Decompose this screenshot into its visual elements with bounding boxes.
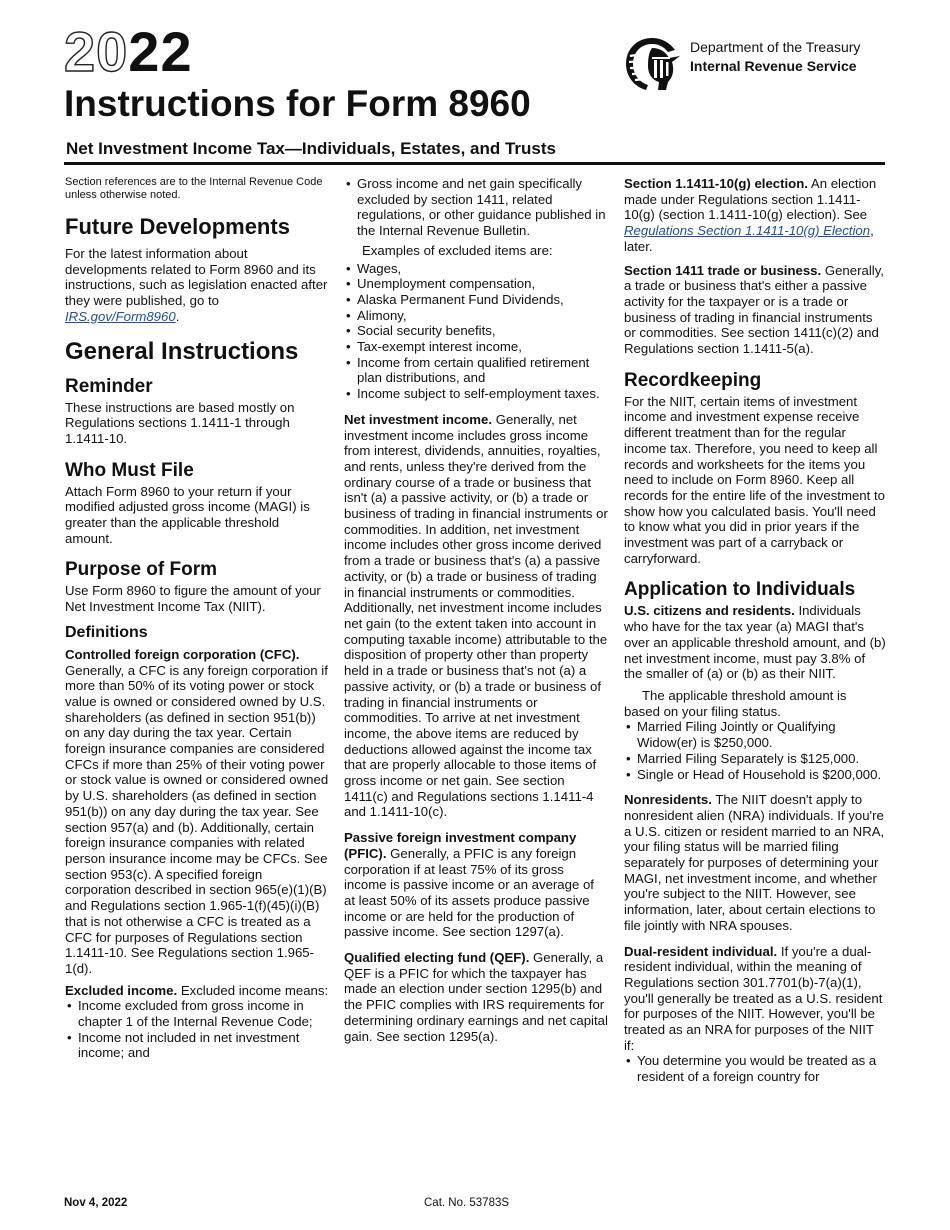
- recordkeeping-text: For the NIIT, certain items of investment income and investment expense receive different treatment than for the regular income tax. Therefore, you need to keep all records and worksheets for the items you need to include on Form 8960. Keep all records for the entire life of the investment to show how you calculated basis. You'll need to know what you did in prior years if the investment was part of a carryback or carryforward.: [624, 393, 885, 566]
- irs-eagle-logo-icon: [622, 34, 684, 92]
- dual-resident-paragraph: Dual-resident individual. If you're a dual-resident individual, within the meaning of Regulations section 301.7701(b)-7(a)(1), you'll generally be treated as a U.S. resident for purposes of the NIIT. However, you'll be treated as an NRA for purposes of the NIIT if:: [624, 943, 883, 1053]
- year-solid: 22: [128, 20, 193, 83]
- qef-paragraph: Qualified electing fund (QEF). Generally, a QEF is a PFIC for which the taxpayer has made an election under section 1295(b) and the PFIC complies with IRS requirements for determining ordinary earnings and net capital gain. See section 1295(a).: [344, 950, 608, 1044]
- excluded-income-paragraph: Excluded income. Excluded income means:: [65, 982, 329, 998]
- list-item: • Married Filing Separately is $125,000.: [624, 751, 886, 767]
- reminder-text: These instructions are based mostly on Regulations sections 1.1411-1 through 1.1411-10.: [65, 399, 295, 446]
- application-heading: Application to Individuals: [624, 579, 856, 601]
- list-item: • Social security benefits,: [344, 323, 608, 339]
- page-subtitle: Net Investment Income Tax—Individuals, Estates, and Trusts: [66, 139, 556, 158]
- examples-list: [344, 261, 608, 402]
- agency-line1: Department of the Treasury: [690, 39, 861, 55]
- irs-form8960-link[interactable]: IRS.gov/Form8960: [65, 308, 176, 324]
- list-item: • Married Filing Jointly or Qualifying Widow(er) is $250,000.: [624, 719, 886, 750]
- future-developments-text: For the latest information about developments related to Form 8960 and its instructions, such as legislation enacted after they were published, go to IRS.gov/Form8960.: [65, 246, 328, 324]
- list-item: • Tax-exempt interest income,: [344, 339, 608, 355]
- list-item: • Income excluded from gross income in chapter 1 of the Internal Revenue Code;: [65, 998, 330, 1029]
- form-year: [64, 22, 193, 82]
- excluded-income-list-continued: [344, 176, 608, 239]
- purpose-heading: Purpose of Form: [65, 559, 218, 581]
- trade-or-business-paragraph: Section 1411 trade or business. Generally, a trade or business that's either a passive activity for the taxpayer or is a trade or business of trading in financial instruments or commodities. See section 1411(c)(2) and Regulations section 1.1411-5(a).: [624, 262, 884, 357]
- list-item: • Wages,: [344, 261, 608, 277]
- list-item: • Income subject to self-employment taxes.: [344, 386, 608, 402]
- list-item: • Alimony,: [344, 308, 608, 324]
- election-paragraph: Section 1.1411-10(g) election. An election made under Regulations section 1.1411-10(g) (section 1.1411-10(g) election). See Regulations Section 1.1411-10(g) Election, later.: [624, 176, 877, 254]
- section-note: Section references are to the Internal Revenue Code unless otherwise noted.: [65, 176, 323, 201]
- list-item: • Income not included in net investment income; and: [65, 1030, 330, 1061]
- list-item: • Alaska Permanent Fund Dividends,: [344, 292, 608, 308]
- column-1: [65, 176, 330, 1067]
- cfc-paragraph: Controlled foreign corporation (CFC). Generally, a CFC is any foreign corporation if more than 50% of its voting power or stock value is owned or considered owned by U.S. shareholders (as defined in section 951(b)) on any day during the tax year. Certain foreign insurance companies are considered CFCs if more than 25% of their voting power or stock value is owned or considered owned by U.S. shareholders (as defined in section 951(b)) on any day during the tax year. See section 957(a) and (b). Additionally, certain foreign insurance companies with related person insurance income may be CFCs. See section 953(c). A specified foreign corporation described in section 965(e)(1)(B) and Regulations section 1.965-1(f)(45)(i)(B) that is not otherwise a CFC is treated as a CFC for purposes of Regulations section 1.1411-10. See Regulations section 1.965-1(d).: [65, 646, 329, 976]
- future-developments-heading: Future Developments: [65, 214, 290, 239]
- year-outline: 20: [64, 20, 129, 83]
- list-item: • You determine you would be treated as a resident of a foreign country for: [624, 1053, 886, 1084]
- net-investment-income-paragraph: Net investment income. Generally, net investment income includes gross income from interest, dividends, annuities, royalties, and rents, unless they're derived from the ordinary course of a trade or business that isn't (a) a passive activity, or (b) a trade or business of trading in financial instruments or commodities. In addition, net investment income includes other gross income derived from a trade or business that's (a) a passive activity, or (b) a trade or business of trading in financial instruments or commodities. Additionally, net investment income includes net gain (to the extent taken into account in computing taxable income) attributable to the disposition of property other than property held in a trade or business that's not (a) a passive activity, or (b) a trade or business of trading in financial instruments or commodities. To arrive at net investment income, the above items are reduced by deductions allowed against the income tax that are properly allocable to those items of gross income or net gain. See section 1411(c) and Regulations sections 1.1411-4 and 1.1411-10(c).: [344, 411, 608, 820]
- excluded-income-list: [65, 998, 330, 1061]
- column-2: [344, 176, 608, 1050]
- page-title: Instructions for Form 8960: [64, 83, 531, 124]
- list-item: • Income from certain qualified retirement plan distributions, and: [344, 355, 608, 386]
- list-item: • Single or Head of Household is $200,000.: [624, 767, 886, 783]
- nonresidents-paragraph: Nonresidents. The NIIT doesn't apply to nonresident alien (NRA) individuals. If you're a U.S. citizen or resident married to an NRA, your filing status will be married filing separately for purposes of determining your MAGI, net investment income, and whether you're subject to the NIIT. However, see information, later, about certain elections to file jointly with NRA spouses.: [624, 792, 885, 933]
- column-3: [624, 176, 886, 1091]
- purpose-text: Use Form 8960 to figure the amount of your Net Investment Income Tax (NIIT).: [65, 583, 321, 615]
- list-item: • Unemployment compensation,: [344, 276, 608, 292]
- who-must-file-heading: Who Must File: [65, 459, 194, 481]
- examples-intro: Examples of excluded items are:: [362, 242, 553, 258]
- threshold-list: [624, 719, 886, 782]
- dual-resident-list: [624, 1053, 886, 1084]
- who-must-file-text: Attach Form 8960 to your return if your modified adjusted gross income (MAGI) is greater than the applicable threshold amount.: [65, 483, 310, 546]
- general-instructions-heading: General Instructions: [65, 337, 299, 365]
- list-item: • Gross income and net gain specifically excluded by section 1411, related regulations, or other guidance published in the Internal Revenue Bulletin.: [344, 176, 608, 239]
- pfic-paragraph: Passive foreign investment company (PFIC). Generally, a PFIC is any foreign corporation if at least 75% of its gross income is passive income or an average of at least 50% of its assets produce passive income or are held for the production of passive income. See section 1297(a).: [344, 830, 594, 940]
- definitions-heading: Definitions: [65, 623, 148, 641]
- recordkeeping-heading: Recordkeeping: [624, 369, 762, 391]
- reminder-heading: Reminder: [65, 375, 153, 397]
- footer-catalog-number: Cat. No. 53783S: [424, 1197, 510, 1209]
- regulations-election-link[interactable]: Regulations Section 1.1411-10(g) Election: [624, 223, 871, 239]
- agency-line2: Internal Revenue Service: [690, 58, 857, 74]
- us-citizens-paragraph: U.S. citizens and residents. Individuals who have for the tax year (a) MAGI that's over an applicable threshold amount, and (b) net investment income, must pay 3.8% of the smaller of (a) or (b) as their NIIT.: [624, 603, 886, 682]
- footer-date: Nov 4, 2022: [64, 1197, 128, 1209]
- threshold-text: The applicable threshold amount is based on your filing status.: [624, 687, 847, 719]
- header-rule: [64, 162, 885, 165]
- agency-name: [690, 38, 860, 76]
